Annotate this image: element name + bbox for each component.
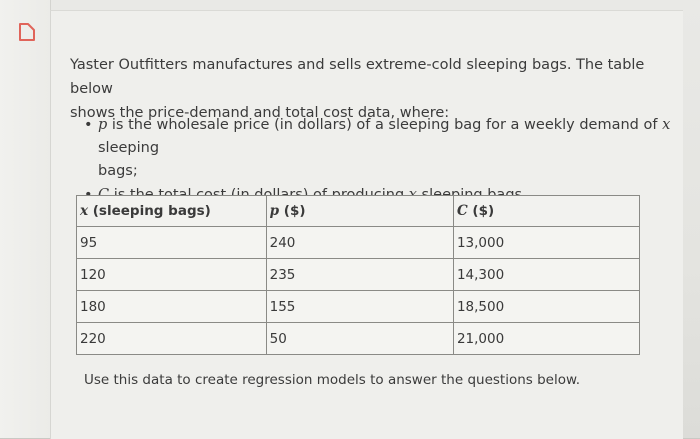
header-x-var: x: [80, 203, 89, 219]
instructions-text: Use this data to create regression models to answer the questions below.: [84, 372, 581, 388]
table-row: [77, 227, 640, 259]
table-cell: 240: [266, 227, 453, 259]
intro-line-2: shows the price-demand and total cost data, where:: [70, 105, 450, 121]
table-cell: 120: [77, 259, 267, 291]
table-header-row: [77, 196, 640, 227]
table-cell: 235: [266, 259, 453, 291]
table-row: [77, 291, 640, 323]
table-cell: 220: [77, 323, 267, 355]
bullet-price-text-c: bags;: [98, 163, 138, 179]
bullet-price: [82, 114, 682, 183]
data-table: [76, 195, 640, 355]
table-cell: 14,300: [453, 259, 639, 291]
header-p: [266, 196, 453, 227]
header-p-label: ($): [279, 203, 306, 219]
table-row: [77, 259, 640, 291]
bullet-price-text-b: sleeping: [98, 140, 160, 156]
var-p: p: [98, 117, 108, 133]
var-x: x: [662, 117, 671, 133]
table-cell: 18,500: [453, 291, 639, 323]
header-x-label: (sleeping bags): [88, 203, 211, 219]
header-p-var: p: [269, 203, 280, 219]
header-c-label: ($): [467, 203, 495, 219]
table-cell: 21,000: [453, 323, 639, 355]
header-x: [77, 196, 267, 227]
header-c: [453, 196, 639, 227]
left-sidebar-strip: [0, 0, 51, 438]
table-row: [77, 323, 640, 355]
table-cell: 180: [77, 291, 267, 323]
document-icon[interactable]: [18, 22, 36, 42]
variable-definitions: [82, 114, 682, 207]
bullet-price-text-a: is the wholesale price (in dollars) of a sleeping bag for a weekly demand of: [107, 117, 663, 133]
bullet-dot-icon: •: [84, 117, 93, 133]
table-cell: 95: [77, 227, 267, 259]
table-cell: 13,000: [453, 227, 639, 259]
table-cell: 155: [266, 291, 453, 323]
table-cell: 50: [266, 323, 453, 355]
intro-line-1: Yaster Outfitters manufactures and sells extreme-cold sleeping bags. The table below: [70, 57, 645, 97]
header-c-var: C: [456, 203, 468, 219]
